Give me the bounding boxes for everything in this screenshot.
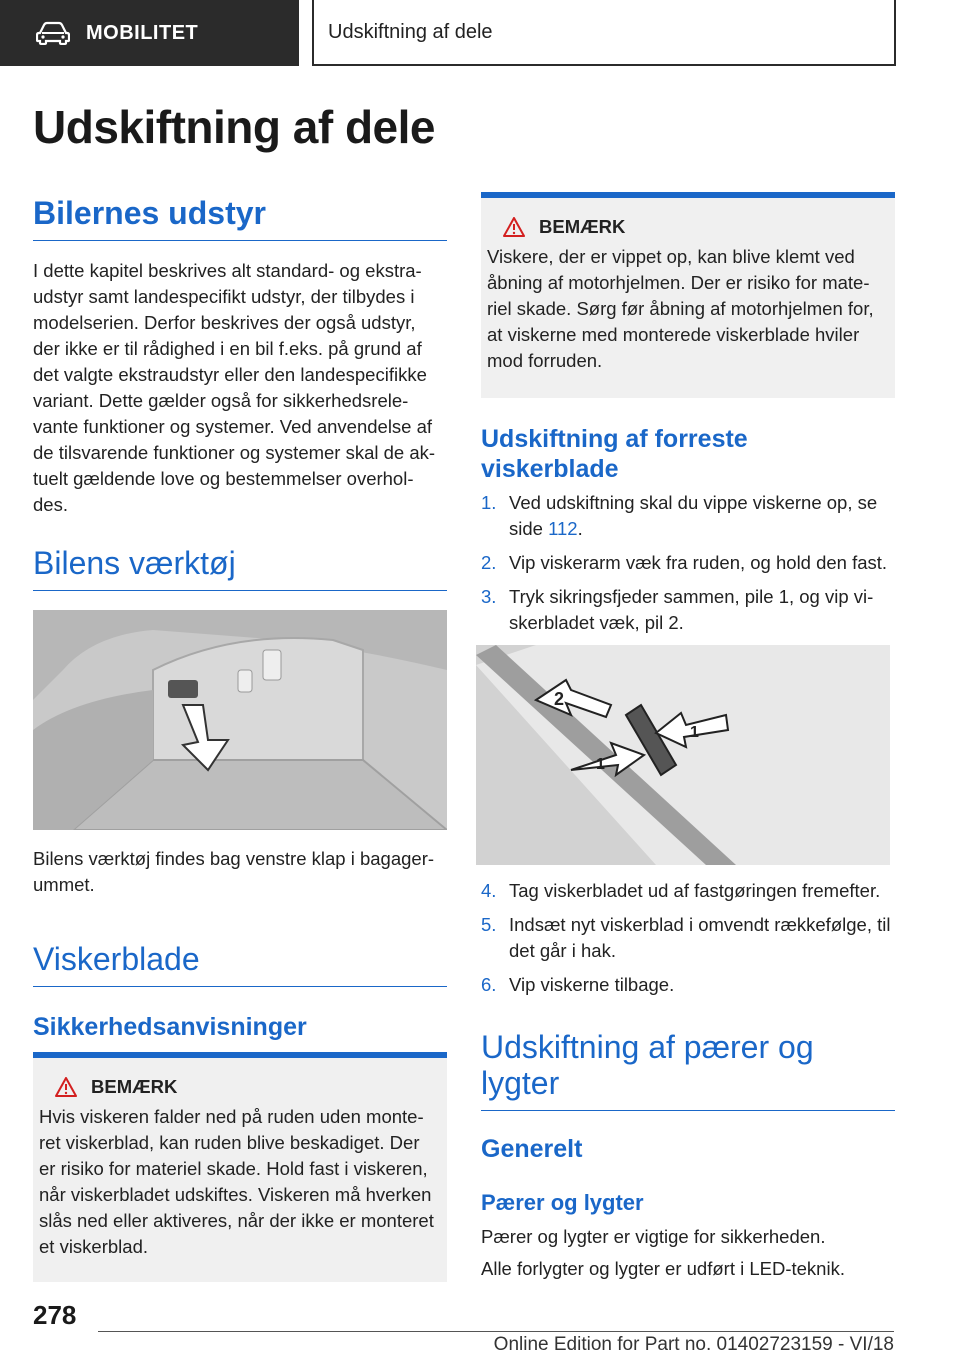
wiper-illustration (476, 645, 890, 865)
arrow-1-right-label: 1 (690, 724, 699, 741)
step-text: Tag viskerbladet ud af fastgøringen fremefter. (509, 880, 881, 901)
heading-equipment: Bilernes udstyr (33, 196, 447, 241)
note-title: BEMÆRK (539, 216, 626, 237)
list-item (481, 878, 895, 904)
steps-list-a (481, 490, 895, 644)
list-item (481, 912, 895, 964)
tool-flap-handle (168, 680, 198, 698)
step-number: 2. (481, 552, 497, 573)
heading-tools: Bilens værktøj (33, 546, 447, 591)
equipment-text: I dette kapitel beskrives alt standard- og ekstra-udstyr samt landespecifikt udstyr, der tilbydes i modelserien. Derfor beskrives der også udstyr, der ikke er til rådighed i en bil f.eks. på grund af det valgte ekstraudstyr eller den landespecifikke variant. Dette gælder også for sikkerhedsrele-vante funktioner og systemer. Ved anvendelse af de tilsvarende funktioner og systemer skal de ak-tuelt gældende love og bestemmelser overhol-des. (33, 260, 436, 515)
bulbs-text-1: Pærer og lygter er vigtige for sikkerheden. (481, 1226, 826, 1247)
step-text: Vip viskerarm væk fra ruden, og hold den fast. (509, 552, 888, 573)
heading-front-wipers: Udskiftning af forreste viskerblade (481, 425, 748, 483)
arrow-1-left-label: 1 (596, 756, 605, 773)
trunk-illustration (33, 610, 447, 830)
bulbs-text-2: Alle forlygter og lygter er udført i LED-teknik. (481, 1258, 845, 1279)
heading-bulbs-sub: Pærer og lygter (481, 1190, 644, 1215)
note-box-left (33, 1052, 447, 1282)
page-title: Udskiftning af dele (33, 101, 435, 153)
list-item (481, 584, 895, 636)
step-suffix: . (577, 518, 583, 539)
step-number: 5. (481, 914, 497, 935)
heading-safety: Sikkerhedsanvisninger (33, 1013, 307, 1041)
section-label: MOBILITET (86, 21, 199, 44)
list-item (481, 972, 895, 998)
page-header (0, 0, 960, 66)
step-number: 4. (481, 880, 497, 901)
step-text: Vip viskerne tilbage. (509, 974, 675, 995)
step-number: 3. (481, 586, 497, 607)
step-text: Ved udskiftning skal du vippe viskerne op, se side (509, 492, 878, 539)
step-text: Indsæt nyt viskerblad i omvendt rækkefølge, til det går i hak. (509, 914, 891, 961)
edition-text: Online Edition for Part no. 01402723159 - VI/18 (493, 1334, 894, 1355)
step-number: 6. (481, 974, 497, 995)
note-box-right (481, 192, 895, 398)
tools-caption: Bilens værktøj findes bag venstre klap i bagager-ummet. (33, 848, 435, 895)
note-text: Viskere, der er vippet op, kan blive klemt ved åbning af motorhjelmen. Der er risiko for mate-riel skade. Sørg før åbning af motorhjelmen for, at viskerne med monterede viskerblade hviler mod forruden. (487, 246, 874, 371)
note-title: BEMÆRK (91, 1076, 178, 1097)
arrow-2-label: 2 (554, 689, 565, 709)
heading-wipers: Viskerblade (33, 942, 447, 987)
topic-label: Udskiftning af dele (312, 0, 896, 66)
step-number: 1. (481, 492, 497, 513)
page-link[interactable]: 112 (548, 518, 578, 539)
heading-general: Generelt (481, 1135, 583, 1163)
heading-bulbs: Udskiftning af pærer og lygter (481, 1030, 895, 1111)
wiper-blade-image (476, 645, 890, 865)
list-item (481, 550, 895, 576)
step-text: Tryk sikringsfjeder sammen, pile 1, og vip vi-skerbladet væk, pil 2. (509, 586, 874, 633)
list-item (481, 490, 895, 542)
note-text: Hvis viskeren falder ned på ruden uden monte-ret viskerblad, kan ruden blive beskadiget. Der er risiko for materiel skade. Hold fast i viskeren, når viskerbladet udskiftes. Viskeren må hverken slås ned eller aktiveres, når der ikke er monteret et viskerblad. (39, 1106, 434, 1257)
section-tab[interactable] (0, 0, 299, 66)
page-number: 278 (33, 1300, 77, 1330)
warning-icon (55, 1077, 77, 1097)
steps-list-b (481, 878, 895, 1006)
car-icon (36, 21, 70, 45)
warning-icon (503, 217, 525, 237)
footer-divider (98, 1331, 894, 1332)
trunk-tools-image (33, 610, 447, 830)
